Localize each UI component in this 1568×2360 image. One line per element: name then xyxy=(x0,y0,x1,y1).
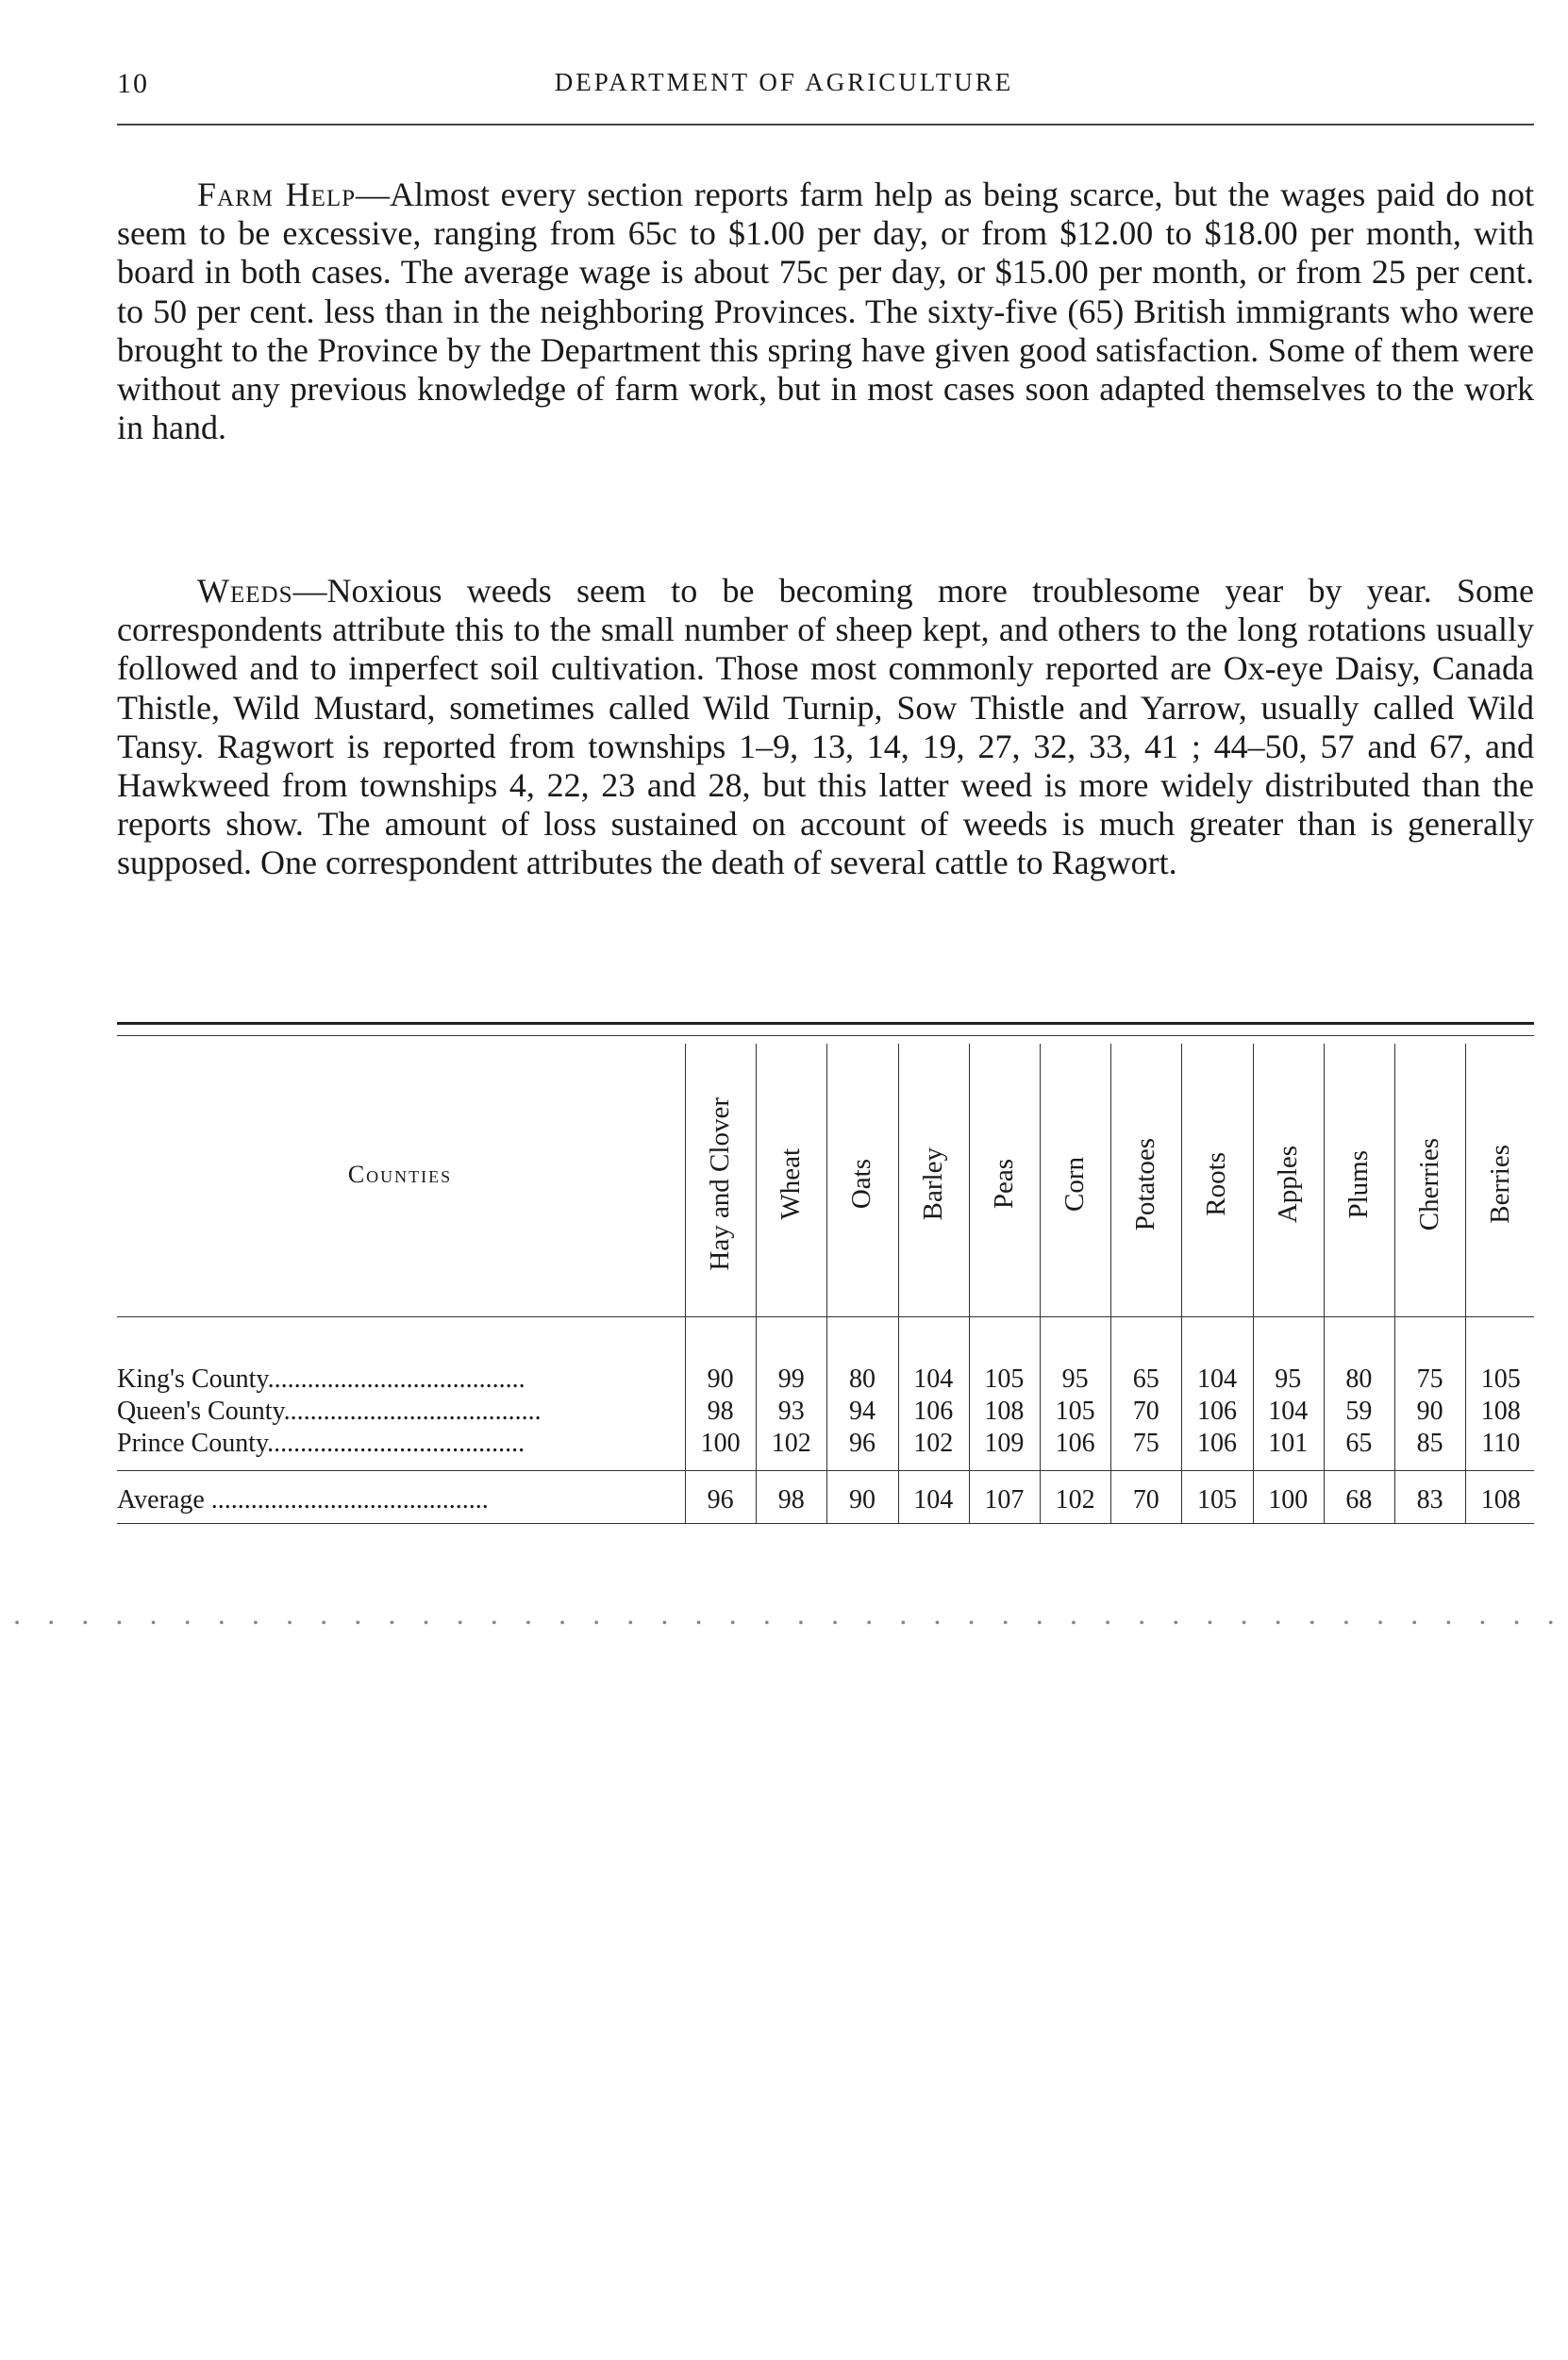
dot-mark: • xyxy=(423,1615,429,1632)
table-cell: 105 xyxy=(1055,1397,1095,1426)
dot-mark: • xyxy=(1411,1615,1417,1632)
running-title: DEPARTMENT OF AGRICULTURE xyxy=(554,68,1014,96)
table-cell: 96 xyxy=(707,1485,734,1515)
page-number: 10 xyxy=(117,68,149,99)
dot-mark: • xyxy=(116,1615,123,1632)
table-cell: 95 xyxy=(1061,1364,1089,1394)
table-cell: 109 xyxy=(984,1429,1025,1458)
dot-mark: • xyxy=(1275,1615,1281,1632)
weeds-lead: Weeds xyxy=(197,572,293,610)
table-cell: 65 xyxy=(1132,1364,1159,1394)
farm-help-text: —Almost every section reports farm help as being scarce, but the wages paid do not seem to be excessive, ranging from 65c to $1.00 per day, or from $12.00 to $18.00 per month, with board in both cases. The average wage is about 75c per day, or $15.00 per month, or from 25 per cent. to 50 per cent. less than in the neighboring Provinces. The sixty-five (65) British immigrants who were brought to the Province by the Department this spring have given good satisfaction. Some of them were without any previous knowledge of farm work, but in most cases soon adapted themselves to the work in hand. xyxy=(117,176,1534,447)
column-header-label: Apples xyxy=(1272,1145,1303,1224)
table-cell: 93 xyxy=(777,1397,805,1426)
column-header xyxy=(685,1047,756,1321)
column-header-label: Cherries xyxy=(1414,1137,1445,1231)
dot-mark: • xyxy=(866,1615,872,1632)
dot-mark: • xyxy=(321,1615,326,1632)
table-top-rule xyxy=(117,1022,1534,1025)
column-header-label: Corn xyxy=(1059,1157,1091,1212)
header-rule xyxy=(117,124,1534,126)
dot-mark: • xyxy=(1173,1615,1179,1632)
dot-mark: • xyxy=(1547,1615,1554,1632)
table-row xyxy=(117,1429,1534,1461)
table-cell: 102 xyxy=(913,1429,954,1458)
dot-mark: • xyxy=(492,1615,497,1632)
table-cell: 108 xyxy=(984,1397,1025,1426)
column-header xyxy=(1324,1047,1394,1321)
average-row xyxy=(117,1485,1534,1517)
dot-mark: • xyxy=(832,1615,838,1632)
dot-mark: • xyxy=(355,1615,361,1632)
dot-mark: • xyxy=(1513,1615,1520,1632)
dot-mark: • xyxy=(389,1615,395,1632)
dot-mark: • xyxy=(1207,1615,1213,1632)
table-cell: 102 xyxy=(771,1429,811,1458)
table-cell: 104 xyxy=(1268,1397,1309,1426)
dot-mark: • xyxy=(1241,1615,1247,1632)
table-cell: 106 xyxy=(1055,1429,1095,1458)
table-cell: 80 xyxy=(1345,1364,1373,1394)
table-cell: 96 xyxy=(848,1429,876,1458)
table-cell: 104 xyxy=(1196,1364,1237,1394)
dot-mark: • xyxy=(968,1615,975,1632)
column-header xyxy=(969,1047,1040,1321)
dot-mark: • xyxy=(764,1615,770,1632)
page-dots xyxy=(0,1615,1568,1632)
dot-mark: • xyxy=(150,1615,157,1632)
dot-mark: • xyxy=(1343,1615,1349,1632)
table-cell: 95 xyxy=(1275,1364,1302,1394)
dot-mark: • xyxy=(1309,1615,1315,1632)
table-cell: 98 xyxy=(777,1485,805,1515)
table-bottom-rule xyxy=(117,1523,1534,1524)
dot-mark: • xyxy=(457,1615,463,1632)
table-cell: 101 xyxy=(1268,1429,1309,1458)
dot-mark: • xyxy=(1139,1615,1144,1632)
average-rule xyxy=(117,1470,1534,1471)
table-cell: 108 xyxy=(1480,1485,1521,1515)
dot-mark: • xyxy=(559,1615,565,1632)
table-cell: 105 xyxy=(984,1364,1025,1394)
table-cell: 59 xyxy=(1345,1397,1373,1426)
table-cell: 83 xyxy=(1416,1485,1443,1515)
dot-mark: • xyxy=(253,1615,259,1632)
dot-mark: • xyxy=(82,1615,89,1632)
dot-mark: • xyxy=(14,1615,20,1632)
column-header-label: Plums xyxy=(1343,1149,1374,1219)
table-cell: 80 xyxy=(848,1364,876,1394)
county-name: Average .......................................... xyxy=(117,1485,489,1515)
dot-mark: • xyxy=(1037,1615,1043,1632)
dot-mark: • xyxy=(798,1615,804,1632)
dot-mark: • xyxy=(1071,1615,1076,1632)
table-cell: 85 xyxy=(1416,1429,1443,1458)
table-cell: 110 xyxy=(1481,1429,1521,1458)
table-cell: 104 xyxy=(913,1364,954,1394)
column-header-label: Potatoes xyxy=(1130,1137,1161,1231)
table-cell: 90 xyxy=(707,1364,734,1394)
table-cell: 99 xyxy=(777,1364,805,1394)
county-name: Queen's County....................................... xyxy=(117,1397,542,1426)
county-name: Prince County....................................... xyxy=(117,1429,525,1458)
table-cell: 104 xyxy=(913,1485,954,1515)
table-cell: 105 xyxy=(1480,1364,1521,1394)
table-cell: 94 xyxy=(848,1397,876,1426)
dot-mark: • xyxy=(593,1615,599,1632)
column-header xyxy=(1040,1047,1110,1321)
weeds-text: —Noxious weeds seem to be becoming more troublesome year by year. Some correspondents attribute this to the small number of sheep kept, and others to the long rotations usually followed and to imperfect soil cultivation. Those most commonly reported are Ox-eye Daisy, Canada Thistle, Wild Mustard, sometimes called Wild Turnip, Sow Thistle and Yarrow, usually called Wild Tansy. Ragwort is reported from townships 1–9, 13, 14, 19, 27, 32, 33, 41 ; 44–50, 57 and 67, and Hawkweed from townships 4, 22, 23 and 28, but this latter weed is more widely distributed than the reports show. The amount of loss sustained on account of weeds is much greater than is generally supposed. One correspondent attributes the death of several cattle to Ragwort. xyxy=(117,572,1534,882)
column-header xyxy=(1181,1047,1252,1321)
county-name: King's County....................................... xyxy=(117,1364,525,1394)
column-header-label: Peas xyxy=(988,1159,1019,1210)
table-cell: 98 xyxy=(707,1397,734,1426)
dot-mark: • xyxy=(627,1615,634,1632)
column-header xyxy=(1253,1047,1324,1321)
dot-mark: • xyxy=(287,1615,292,1632)
column-header xyxy=(1110,1047,1181,1321)
table-cell: 70 xyxy=(1132,1485,1159,1515)
column-header xyxy=(826,1047,897,1321)
table-cell: 102 xyxy=(1055,1485,1095,1515)
dot-mark: • xyxy=(934,1615,941,1632)
column-header-label: Barley xyxy=(917,1147,948,1221)
table-cell: 68 xyxy=(1345,1485,1373,1515)
table-cell: 65 xyxy=(1345,1429,1373,1458)
column-header xyxy=(756,1047,826,1321)
table-cell: 90 xyxy=(1416,1397,1443,1426)
dot-mark: • xyxy=(900,1615,907,1632)
dot-mark: • xyxy=(525,1615,531,1632)
weeds-paragraph xyxy=(117,572,1534,883)
table-top-rule-thin xyxy=(117,1035,1534,1036)
table-cell: 70 xyxy=(1132,1397,1159,1426)
table-cell: 108 xyxy=(1480,1397,1521,1426)
dot-mark: • xyxy=(1479,1615,1486,1632)
table-cell: 107 xyxy=(984,1485,1025,1515)
table-cell: 106 xyxy=(913,1397,954,1426)
table-cell: 75 xyxy=(1132,1429,1159,1458)
table-cell: 75 xyxy=(1416,1364,1443,1394)
dot-mark: • xyxy=(729,1615,736,1632)
dot-mark: • xyxy=(1445,1615,1452,1632)
dot-mark: • xyxy=(48,1615,54,1632)
column-header-label: Berries xyxy=(1485,1145,1516,1224)
table-row xyxy=(117,1397,1534,1429)
table-cell: 100 xyxy=(1268,1485,1309,1515)
column-header xyxy=(1394,1047,1465,1321)
table-cell: 90 xyxy=(848,1485,876,1515)
counties-header: Counties xyxy=(347,1161,453,1188)
column-header-label: Hay and Clover xyxy=(705,1097,736,1271)
farm-help-lead: Farm Help xyxy=(197,176,357,213)
column-header-label: Roots xyxy=(1201,1152,1232,1216)
table-cell: 106 xyxy=(1196,1429,1237,1458)
dot-mark: • xyxy=(1002,1615,1009,1632)
dot-mark: • xyxy=(695,1615,702,1632)
column-header-label: Oats xyxy=(846,1159,877,1210)
dot-mark: • xyxy=(1377,1615,1383,1632)
column-header xyxy=(1465,1047,1536,1321)
dot-mark: • xyxy=(661,1615,668,1632)
table-cell: 100 xyxy=(700,1429,741,1458)
table-cell: 105 xyxy=(1196,1485,1237,1515)
column-header xyxy=(898,1047,969,1321)
dot-mark: • xyxy=(1105,1615,1110,1632)
dot-mark: • xyxy=(219,1615,225,1632)
column-header-label: Wheat xyxy=(776,1148,807,1220)
farm-help-paragraph xyxy=(117,176,1534,447)
table-row xyxy=(117,1364,1534,1397)
table-cell: 106 xyxy=(1196,1397,1237,1426)
dot-mark: • xyxy=(184,1615,191,1632)
